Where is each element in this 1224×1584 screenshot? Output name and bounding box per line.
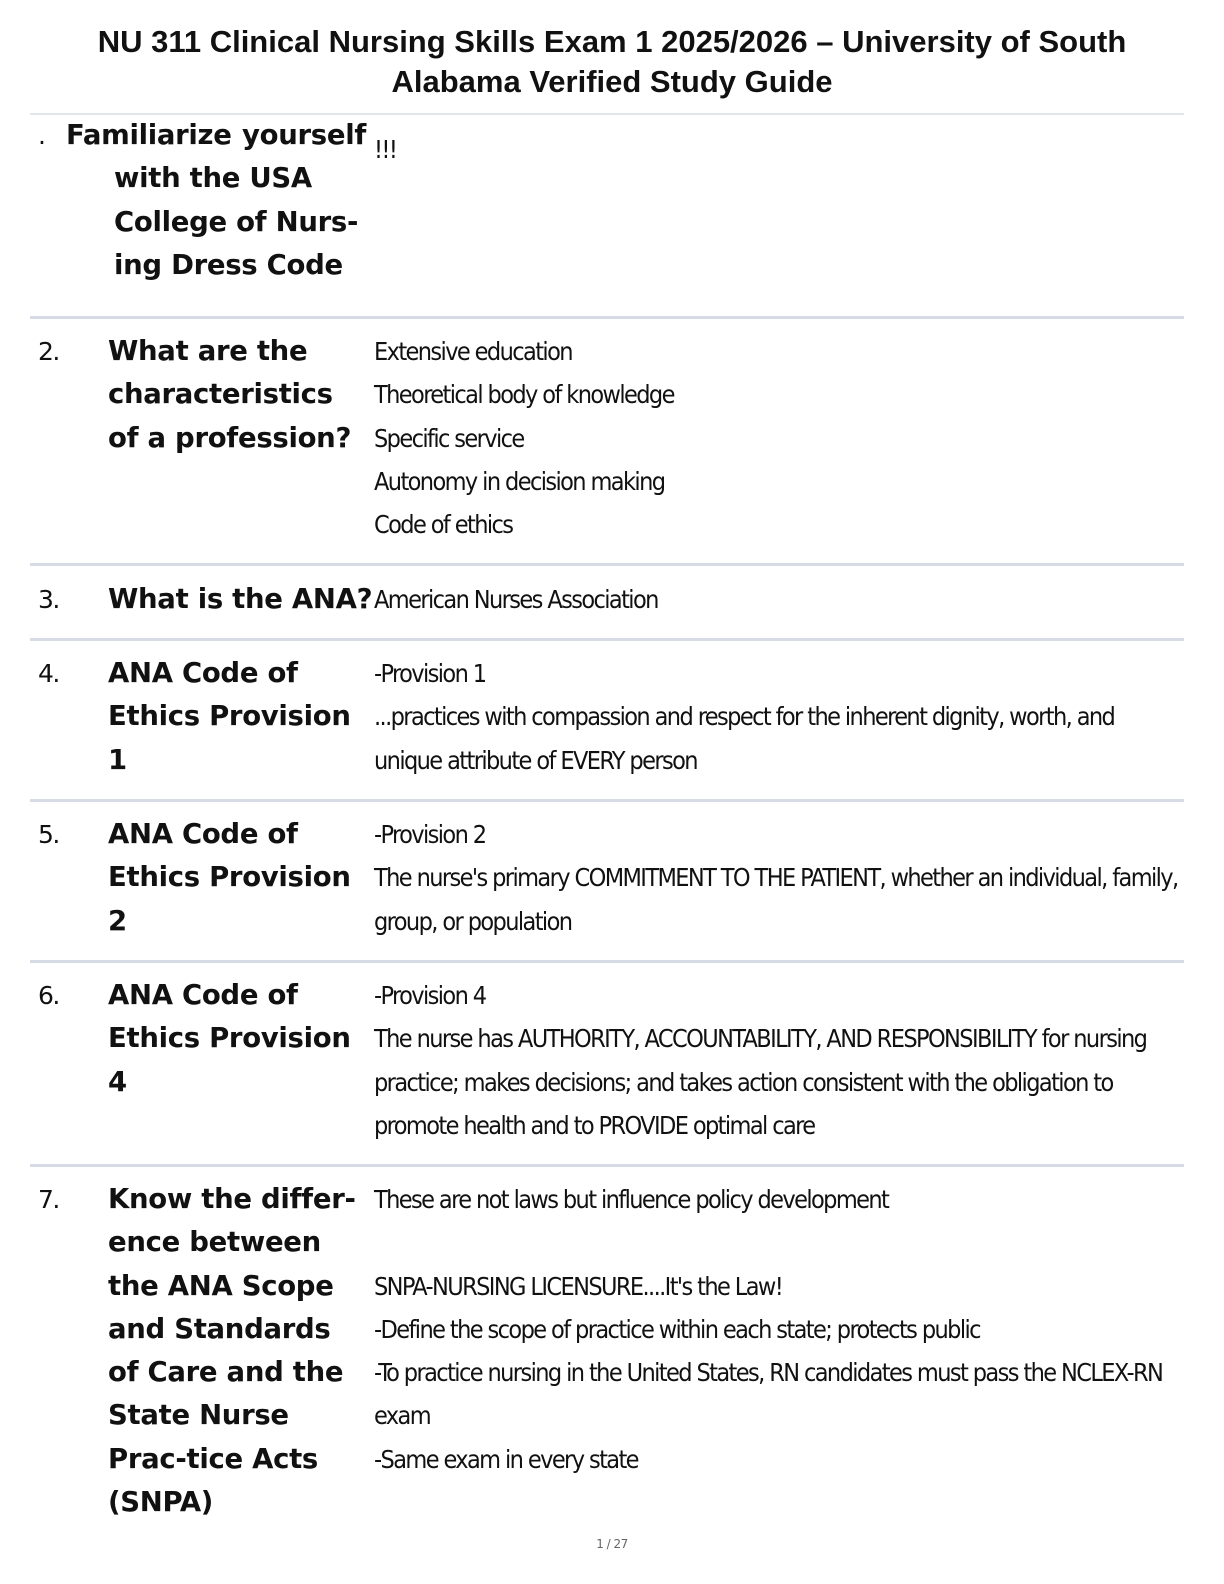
- card-divider: [30, 316, 1184, 319]
- card-question: ANA Code of Ethics Provision 2: [108, 818, 351, 937]
- card-answer: [374, 128, 1184, 171]
- answer-line: unique attribute of EVERY person: [374, 745, 697, 775]
- card-question: ANA Code of Ethics Provision 4: [108, 979, 351, 1098]
- answer-line: Code of ethics: [374, 510, 513, 540]
- card-number: 6.: [38, 981, 59, 1010]
- card-divider: [30, 799, 1184, 802]
- answer-line: -Provision 4: [374, 981, 486, 1010]
- answer-line: ...practices with compassion and respect for the inherent dignity, worth, and: [374, 702, 1115, 732]
- card-number: 7.: [38, 1185, 59, 1214]
- card-answer: [374, 652, 1184, 782]
- answer-line: -Provision 2: [374, 820, 486, 849]
- card-number: .: [38, 121, 45, 150]
- card-divider: [30, 638, 1184, 641]
- answer-line: The nurse's primary COMMITMENT TO THE PATIENT, whether an individual, family,: [374, 863, 1178, 893]
- card-answer: [374, 974, 1184, 1147]
- card-divider: [30, 1164, 1184, 1167]
- card-question-continuation: with the USA College of Nurs-ing Dress Code: [114, 162, 359, 281]
- answer-line: Specific service: [374, 423, 524, 453]
- page-number: 1 / 27: [596, 1537, 628, 1551]
- answer-line: -Same exam in every state: [374, 1444, 638, 1474]
- card-answer: [374, 813, 1184, 943]
- answer-line: exam: [374, 1401, 431, 1431]
- answer-line: promote health and to PROVIDE optimal care: [374, 1110, 815, 1140]
- answer-line: Theoretical body of knowledge: [374, 380, 674, 410]
- answer-line: !!!: [374, 135, 397, 164]
- card-question: [66, 114, 366, 287]
- answer-line: Autonomy in decision making: [374, 466, 665, 496]
- card-number: 3.: [38, 585, 59, 614]
- answer-line: [374, 1221, 1184, 1264]
- answer-line: -Provision 1: [374, 659, 486, 688]
- card-number: 5.: [38, 820, 59, 849]
- document-title: NU 311 Clinical Nursing Skills Exam 1 2025/2026 – University of South Alabama Verified Study Guide: [97, 24, 1127, 99]
- answer-line: Extensive education: [374, 337, 572, 366]
- card-question: ANA Code of Ethics Provision 1: [108, 657, 351, 776]
- answer-line: -Define the scope of practice within each state; protects public: [374, 1314, 980, 1344]
- answer-line: group, or population: [374, 906, 572, 936]
- question-word: Familiarize: [66, 119, 232, 151]
- answer-line: The nurse has AUTHORITY, ACCOUNTABILITY, AND RESPONSIBILITY for nursing: [374, 1024, 1147, 1054]
- card-number: 2.: [38, 337, 59, 366]
- answer-line: -To practice nursing in the United States, RN candidates must pass the NCLEX-RN: [374, 1358, 1163, 1388]
- answer-line: SNPA-NURSING LICENSURE....It's the Law!: [374, 1271, 783, 1301]
- card-answer: [374, 578, 1184, 621]
- card-answer: [374, 330, 1184, 546]
- question-word: yourself: [242, 119, 366, 151]
- answer-line: These are not laws but influence policy development: [374, 1185, 889, 1214]
- card-number: 4.: [38, 659, 59, 688]
- card-question: Know the differ-ence between the ANA Scope and Standards of Care and the State Nurse Prac-tice Acts (SNPA): [108, 1183, 356, 1519]
- card-divider: [30, 563, 1184, 566]
- card-question-first-line: [66, 114, 366, 157]
- card-divider: [30, 960, 1184, 963]
- answer-line: American Nurses Association: [374, 585, 658, 614]
- card-answer: [374, 1178, 1184, 1481]
- answer-line: practice; makes decisions; and takes action consistent with the obligation to: [374, 1067, 1113, 1097]
- card-question: What is the ANA?: [108, 583, 373, 615]
- card-question: What are the characteristics of a profession?: [108, 335, 352, 454]
